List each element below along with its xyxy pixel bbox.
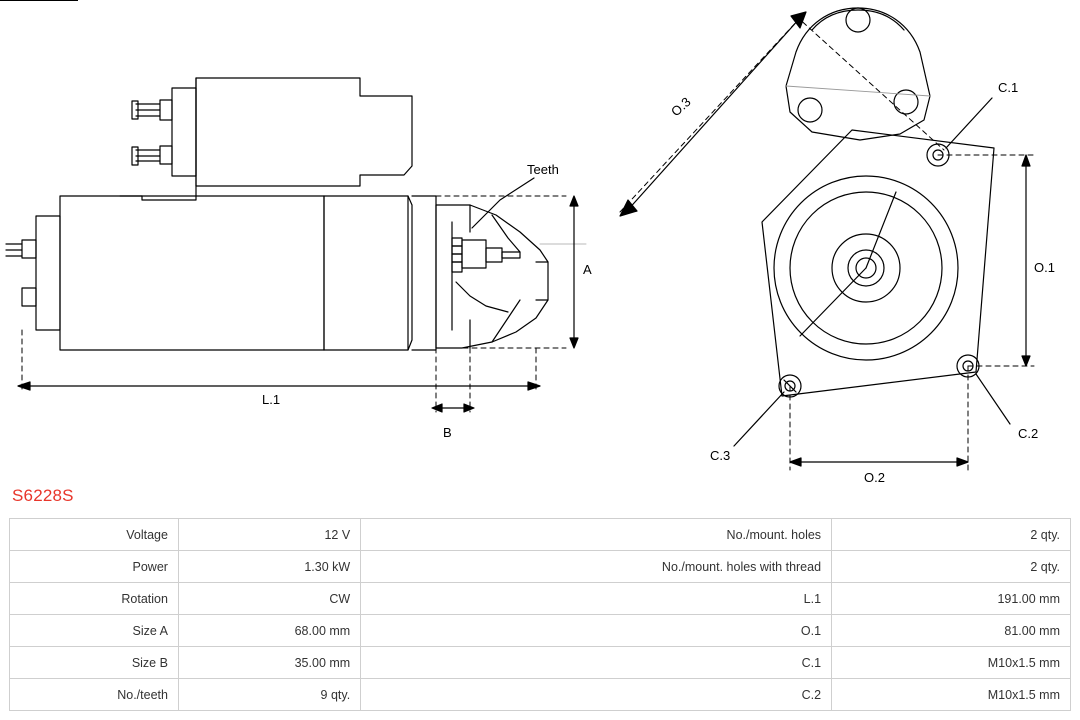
spec-label-size-a: Size A [10,615,179,647]
spec-label-mount-holes-thread: No./mount. holes with thread [361,551,832,583]
spec-label-mount-holes: No./mount. holes [361,519,832,551]
spec-label-size-b: Size B [10,647,179,679]
spec-label-voltage: Voltage [10,519,179,551]
spec-value-rotation: CW [178,583,360,615]
starter-side-view [6,78,586,350]
specifications-table [9,518,1071,711]
spec-value-mount-holes-thread: 2 qty. [832,551,1071,583]
label-o3: O.3 [667,94,694,120]
spec-value-o1: 81.00 mm [832,615,1071,647]
label-teeth: Teeth [527,162,559,177]
spec-label-o1: O.1 [361,615,832,647]
spec-label-l1: L.1 [361,583,832,615]
spec-label-c1: C.1 [361,647,832,679]
part-number-title: S6228S [12,486,74,505]
label-o2: O.2 [864,470,885,485]
label-a: A [583,262,592,277]
spec-value-l1: 191.00 mm [832,583,1071,615]
spec-value-size-b: 35.00 mm [178,647,360,679]
spec-value-size-a: 68.00 mm [178,615,360,647]
dimension-o2 [790,458,968,466]
spec-label-teeth: No./teeth [10,679,179,711]
table-row [10,551,1071,583]
table-row [10,583,1071,615]
table-row [10,615,1071,647]
spec-value-voltage: 12 V [178,519,360,551]
label-c1: C.1 [998,80,1019,95]
label-c3: C.3 [710,448,731,463]
spec-value-mount-holes: 2 qty. [832,519,1071,551]
table-row [10,647,1071,679]
table-row [10,679,1071,711]
dimension-l1 [18,382,540,390]
label-c2: C.2 [1018,426,1039,441]
spec-value-c2: M10x1.5 mm [832,679,1071,711]
dimension-a [570,196,578,348]
label-o1: O.1 [1034,260,1055,275]
starter-front-view [762,8,994,397]
table-row [10,519,1071,551]
dimension-o1 [1022,155,1030,366]
dimension-o3 [620,12,806,216]
spec-value-teeth: 9 qty. [178,679,360,711]
hole-leaders [734,98,1010,446]
spec-label-rotation: Rotation [10,583,179,615]
spec-label-power: Power [10,551,179,583]
label-b: B [443,425,452,440]
spec-value-c1: M10x1.5 mm [832,647,1071,679]
spec-label-c2: C.2 [361,679,832,711]
dimension-b [432,404,474,412]
spec-value-power: 1.30 kW [178,551,360,583]
label-l1: L.1 [262,392,281,407]
